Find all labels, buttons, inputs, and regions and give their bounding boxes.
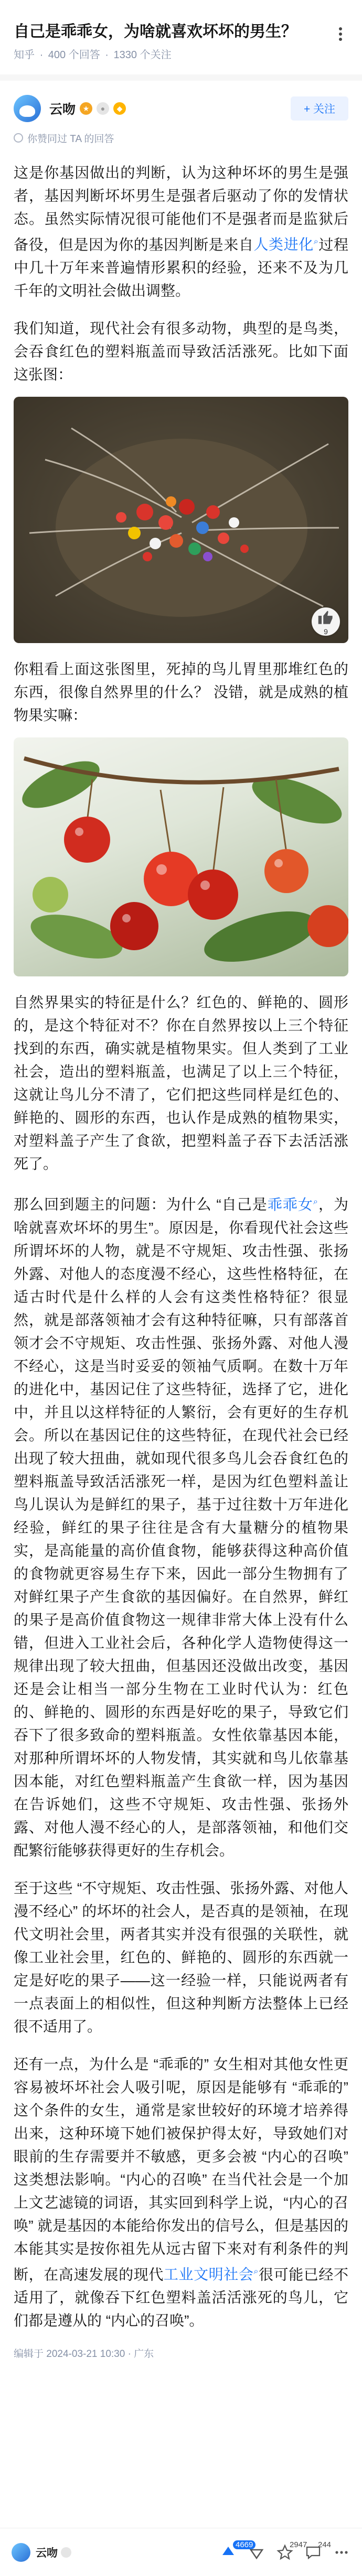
image-like-button[interactable] — [312, 607, 340, 636]
search-link-icon: ⌕ — [253, 2267, 259, 2276]
agreed-text: 你赞同过 TA 的回答 — [27, 133, 114, 145]
link-industrial-civilization[interactable]: 工业文明社会⌕ — [163, 2266, 259, 2282]
paragraph-5: 那么回到题主的问题：为什么 “自己是乖乖女⌕，为啥就喜欢坏坏的男生”。原因是，你看现代社会这些所谓坏坏的人物，就是不守规矩、攻击性强、张扬外露、对他人的态度漫不经心，这些性格特征，在适古时代是什么样的人会有这类性格特征？很显然，就是部落领袖才会有这种特征嘛，只有部落首领才会不守规矩、攻击性强、张扬外露、对他人漫不经心，这是当时妥妥的领袖气质啊。在数十万年的进化中，基因记住了这些特征，选择了它，进化中，并且以这样特征的人繁衍，会有更好的生存机会。所以在基因记住的这些特征，在现代社会已经出现了较大扭曲，就如现代很多鸟儿会吞食红色的塑料瓶盖导致活活涨死一样，是因为红色塑料盖让鸟儿误认为是鲜红的果子，基于过往数十万年进化经验，鲜红的果子往往是含有大量糖分的植物果实，是高能量的高价值食物，能够获得这种高价值的食物就更容易生存下来，因此一部分生物拥有了对鲜红果子产生食欲的基因偏好。在自然界，鲜红的果子是高价值食物这一规律非常大体上没有什么错，但进入工业社会后，各种化学人造物使得这一规律出现了较大扭曲，但基因还没做出改变，基因还是会让相当一部分生物在工业时代认为：红色的、鲜艳的、圆形的东西是好吃的果子，导致它们吞下了很多致命的塑料瓶盖。女性依靠基因本能，对那种所谓坏坏的人物发情，其实就和鸟儿依靠基因本能，对红色塑料瓶盖产生食欲一样，因为基因在告诉她们，这些不守规矩、攻击性强、张扬外露、对他人漫不经心的人，是部落领袖，和他们交配繁衍能够获得更好的生存机会。 — [14, 1196, 348, 1858]
follower-count: 1330 个关注 — [113, 49, 172, 61]
more-icon[interactable] — [332, 25, 349, 43]
comment-button[interactable] — [304, 2540, 332, 2561]
link-good-girl[interactable]: 乖乖女⌕ — [267, 1196, 318, 1213]
image-dead-bird[interactable] — [14, 397, 348, 643]
question-title[interactable]: 自己是乖乖女，为啥就喜欢坏坏的男生？ — [14, 23, 297, 40]
image-like-count: 9 — [324, 627, 328, 636]
answer-count[interactable]: 400 个回答 — [48, 49, 100, 61]
agreed-icon — [14, 133, 23, 143]
action-group — [209, 2540, 350, 2561]
more-actions-button[interactable] — [333, 2544, 350, 2561]
bottom-author-avatar[interactable] — [12, 2543, 30, 2562]
author-avatar[interactable] — [14, 95, 41, 122]
bottom-badge-icon — [61, 2547, 71, 2558]
paragraph-4: 自然界果实的特征是什么？红色的、鲜艳的、圆形的，是这个特征对不？你在自然界按以上三个特征找到的东西，确实就是植物果实。但人类到了工业社会，造出的塑料瓶盖，也满足了以上三个特征，这就让鸟儿分不清了，它们把这些同样是红色的、鲜艳的、圆形的东西，也认作是成熟的植物果实，对塑料盖子产生了食欲，把塑料盖子吞下去活活涨死了。 — [14, 994, 348, 1172]
status-bar — [0, 0, 362, 13]
agree-button[interactable] — [219, 2540, 253, 2561]
answer-content — [0, 161, 362, 2332]
badge-grey-icon: ● — [97, 102, 109, 115]
disagree-button[interactable] — [248, 2544, 265, 2561]
author-row — [0, 81, 362, 126]
question-meta: 知乎 · 400 个回答 · 1330 个关注 — [14, 49, 172, 61]
favorite-button[interactable] — [276, 2540, 307, 2561]
section-divider — [0, 74, 362, 81]
link-human-evolution[interactable]: 人类进化⌕ — [253, 236, 318, 253]
paragraph-6: 至于这些 “不守规矩、攻击性强、张扬外露、对他人漫不经心” 的坏坏的社会人，是否真的是领袖，在现代文明社会里，两者其实并没有很强的关联性，就像工业社会里，红色的、鲜艳的、圆形的东西就一定是好吃的果子——这一经验一样，只能说两者有一点表面上的相似性，但这种判断方法整体上已经很不适用了。 — [14, 1879, 348, 2035]
bottom-action-bar — [0, 2528, 362, 2576]
follow-button[interactable]: + 关注 — [291, 96, 348, 121]
author-subline — [0, 126, 362, 147]
paragraph-1: 这是你基因做出的判断，认为这种坏坏的男生是强者，基因判断坏坏男生是强者后驱动了你的发情状态。虽然实际情况很可能他们不是强者而是监狱后备役，但是因为你的基因判断是来自人类进化⌕过程中几十万年来普遍情形累积的经验，还来不及为几千年的文明社会做出调整。 — [14, 165, 348, 299]
paragraph-2: 我们知道，现代社会有很多动物，典型的是鸟类，会吞食红色的塑料瓶盖而导致活活涨死。比如下面这张图： — [14, 320, 348, 383]
comment-count: 244 — [318, 2540, 332, 2549]
more-horizontal-icon — [333, 2544, 350, 2561]
paragraph-3: 你粗看上面这张图里，死掉的鸟儿胃里那堆红色的东西，很像自然界里的什么？ 没错，就是成熟的植物果实嘛： — [14, 661, 348, 724]
bottom-author-name[interactable]: 云吻 — [36, 2547, 58, 2559]
edit-timestamp: 编辑于 2024-03-21 10:30 · 广东 — [14, 2348, 154, 2360]
question-header — [0, 13, 362, 63]
search-link-icon: ⌕ — [313, 237, 318, 246]
paragraph-7: 还有一点，为什么是 “乖乖的” 女生相对其他女性更容易被坏坏社会人吸引呢，原因是能够有 “乖乖的” 这个条件的女生，通常是家世较好的环境才培养得出来，这种环境下她们被保护得太好，导致她们对眼前的生存需要并不敏感，更多会被 “内心的召唤” 这类想法影响。“内心的召唤” 在当代社会是一个加上文艺滤镜的词语，其实回到科学上说，“内心的召唤” 就是基因的本能给你发出的信号么，但是基因的本能其实是按你祖先从远古留下来对有利条件的判断，在高速发展的现代工业文明社会⌕很可能已经不适用了，就像吞下红色塑料盖活活涨死的鸟儿，它们都是遵从的 “内心的召唤”。 — [14, 2056, 348, 2329]
search-link-icon: ⌕ — [313, 1197, 318, 1207]
agree-count: 4669 — [233, 2540, 255, 2549]
disagree-arrow-icon — [248, 2544, 265, 2561]
favorite-count: 2947 — [290, 2540, 307, 2549]
badge-level-icon: ★ — [80, 102, 92, 115]
author-name[interactable]: 云吻 — [49, 102, 76, 117]
site-name: 知乎 — [14, 49, 35, 61]
badge-medal-icon: ◆ — [113, 102, 126, 115]
dead-bird-illustration — [14, 397, 348, 643]
thumb-up-icon — [312, 607, 340, 627]
cherries-illustration — [14, 737, 348, 976]
image-cherries[interactable] — [14, 737, 348, 976]
